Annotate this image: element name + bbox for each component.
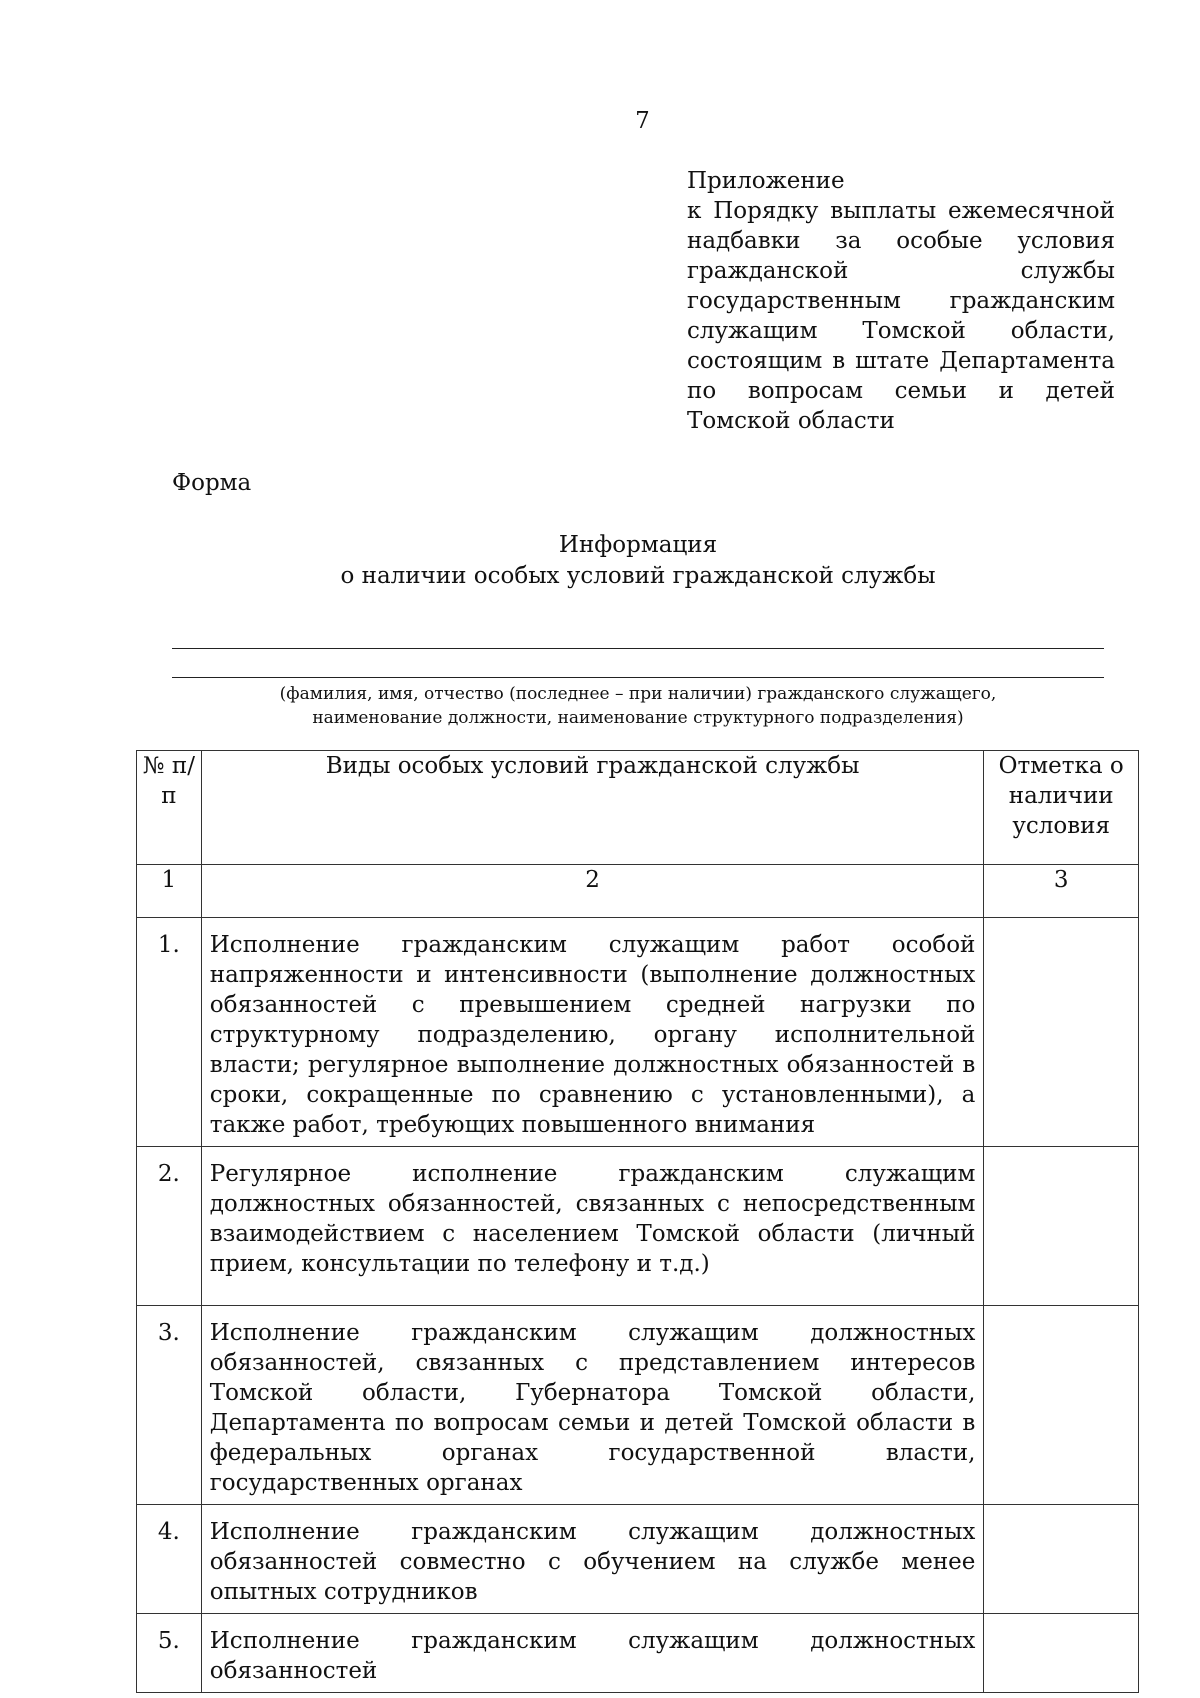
column-number: 1 xyxy=(137,865,202,918)
table-row xyxy=(137,1306,1139,1505)
appendix-reference: к Порядку выплаты ежемесячной надбавки за особые условия гражданской службы государственным гражданским служащим Томской области, состоящим в штате Департамента по вопросам семьи и детей Томской области xyxy=(687,198,1115,434)
fio-caption-line-2: наименование должности, наименование структурного подразделения) xyxy=(312,708,964,728)
column-number: 2 xyxy=(201,865,984,918)
condition-text: Исполнение гражданским служащим должностных обязанностей xyxy=(201,1614,984,1693)
condition-text: Исполнение гражданским служащим работ особой напряженности и интенсивности (выполнение должностных обязанностей с превышением средней нагрузки по структурному подразделению, органу исполнительной власти; регулярное выполнение должностных обязанностей в сроки, сокращенные по сравнению с установленными), а также работ, требующих повышенного внимания xyxy=(201,918,984,1147)
fill-in-line xyxy=(172,648,1104,649)
fio-caption-line-1: (фамилия, имя, отчество (последнее – при наличии) гражданского служащего, xyxy=(279,684,997,704)
column-number: 3 xyxy=(984,865,1139,918)
condition-text: Регулярное исполнение гражданским служащим должностных обязанностей, связанных с непосредственным взаимодействием с населением Томской области (личный прием, консультации по телефону и т.д.) xyxy=(201,1147,984,1306)
page-number: 7 xyxy=(635,108,650,134)
mark-cell[interactable] xyxy=(984,1505,1139,1614)
mark-cell[interactable] xyxy=(984,1147,1139,1306)
table-row xyxy=(137,1614,1139,1693)
appendix-block xyxy=(687,166,1115,436)
header-num: № п/п xyxy=(137,751,202,865)
column-number-row xyxy=(137,865,1139,918)
document-title xyxy=(172,530,1104,592)
table-row xyxy=(137,1147,1139,1306)
row-number: 3. xyxy=(137,1306,202,1505)
mark-cell[interactable] xyxy=(984,918,1139,1147)
header-mark: Отметка о наличии условия xyxy=(984,751,1139,865)
title-line-1: Информация xyxy=(558,532,718,558)
appendix-heading: Приложение xyxy=(687,168,845,194)
row-number: 1. xyxy=(137,918,202,1147)
title-line-2: о наличии особых условий гражданской службы xyxy=(340,563,936,589)
condition-text: Исполнение гражданским служащим должностных обязанностей совместно с обучением на службе менее опытных сотрудников xyxy=(201,1505,984,1614)
header-conditions: Виды особых условий гражданской службы xyxy=(201,751,984,865)
mark-cell[interactable] xyxy=(984,1614,1139,1693)
condition-text: Исполнение гражданским служащим должностных обязанностей, связанных с представлением интересов Томской области, Губернатора Томской области, Департамента по вопросам семьи и детей Томской области в федеральных органах государственной власти, государственных органах xyxy=(201,1306,984,1505)
row-number: 2. xyxy=(137,1147,202,1306)
fill-in-line xyxy=(172,677,1104,678)
fio-caption xyxy=(172,682,1104,730)
table-header-row xyxy=(137,751,1139,865)
mark-cell[interactable] xyxy=(984,1306,1139,1505)
conditions-table xyxy=(136,750,1139,1693)
table-row xyxy=(137,918,1139,1147)
row-number: 5. xyxy=(137,1614,202,1693)
form-label: Форма xyxy=(172,470,252,496)
row-number: 4. xyxy=(137,1505,202,1614)
table-row xyxy=(137,1505,1139,1614)
